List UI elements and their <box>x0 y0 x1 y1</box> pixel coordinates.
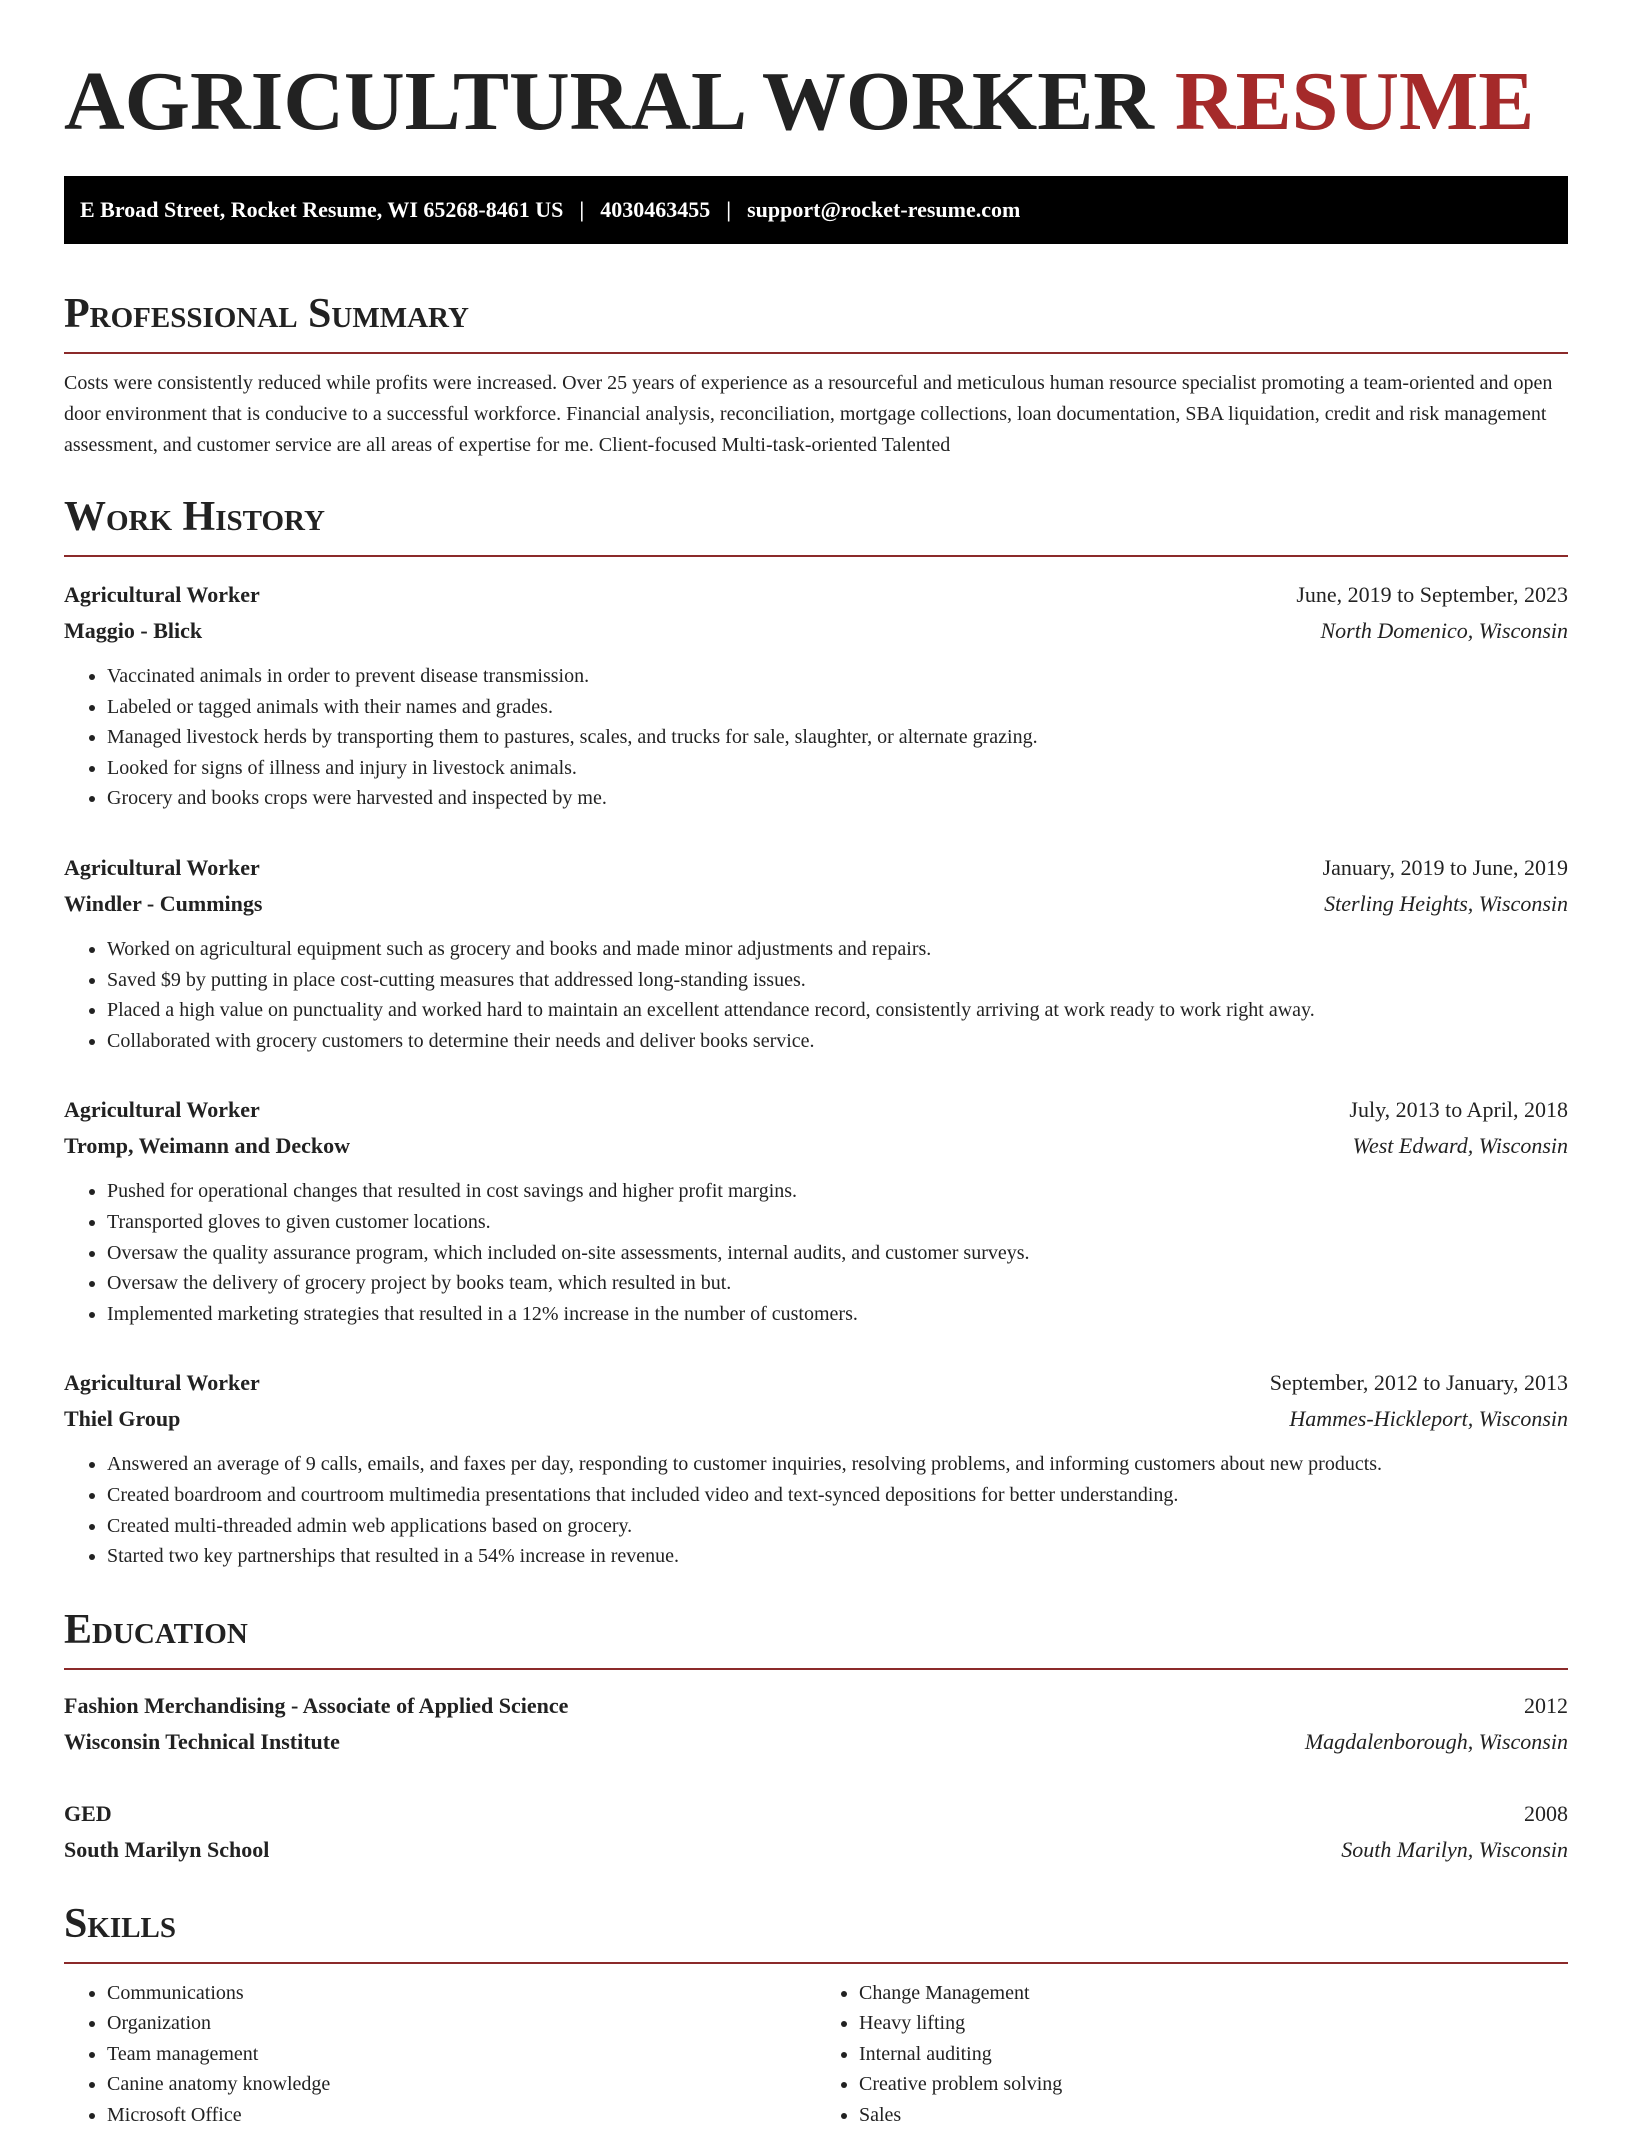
skill-item: • Team management <box>107 2039 816 2070</box>
job-dates: July, 2013 to April, 2018 <box>1349 1097 1568 1123</box>
skills-columns <box>64 1978 1568 2131</box>
job-dates: June, 2019 to September, 2023 <box>1296 582 1568 607</box>
skills-list-right <box>816 1978 1568 2131</box>
job-title: Agricultural Worker <box>64 854 260 880</box>
job-bullet: • Looked for signs of illness and injury in livestock animals. <box>107 753 1568 784</box>
job-bullet: • Vaccinated animals in order to prevent disease transmission. <box>107 661 1568 692</box>
job-bullet: • Started two key partnerships that resulted in a 54% increase in revenue. <box>107 1541 1568 1572</box>
skills-list-left <box>64 1978 816 2131</box>
summary-text: Costs were consistently reduced while profits were increased. Over 25 years of experience as a resourceful and meticulous human resource specialist promoting a team-oriented and open door environment that is conducive to a successful workforce. Financial analysis, reconciliation, mortgage collections, loan documentation, SBA liquidation, credit and risk management assessment, and customer service are all areas of expertise for me. Client-focused Multi-task-oriented Talented <box>64 372 1553 456</box>
skill-item: • Heavy lifting <box>859 2008 1568 2039</box>
job-title: Agricultural Worker <box>64 582 260 607</box>
job-bullet: • Managed livestock herds by transporting them to pastures, scales, and trucks for sale, slaughter, or alternate grazing. <box>107 722 1568 753</box>
job-bullet: • Placed a high value on punctuality and worked hard to maintain an excellent attendance record, consistently arriving at work ready to work right away. <box>107 995 1568 1026</box>
job-bullet: • Oversaw the delivery of grocery project by books team, which resulted in but. <box>107 1268 1568 1299</box>
skill-item: • Canine anatomy knowledge <box>107 2069 816 2100</box>
job-bullet: • Answered an average of 9 calls, emails, and faxes per day, responding to customer inquiries, resolving problems, and informing customers about new products. <box>107 1449 1568 1480</box>
resume-page <box>64 0 1568 2131</box>
education-location: Magdalenborough, Wisconsin <box>1304 1728 1568 1754</box>
job-dates: September, 2012 to January, 2013 <box>1269 1370 1568 1396</box>
education-location: South Marilyn, Wisconsin <box>1341 1836 1568 1862</box>
education-school: South Marilyn School <box>64 1836 270 1862</box>
job-company: Maggio - Blick <box>64 618 203 643</box>
job-location: North Domenico, Wisconsin <box>1320 618 1568 643</box>
skills-section <box>64 1896 1568 2131</box>
education-entry <box>64 1796 1568 1868</box>
job-dates: January, 2019 to June, 2019 <box>1322 854 1568 880</box>
job-company: Tromp, Weimann and Deckow <box>64 1133 351 1159</box>
job-location: Sterling Heights, Wisconsin <box>1324 890 1568 916</box>
education-section <box>64 1602 1568 1868</box>
resume-title <box>64 0 1568 152</box>
job-company: Windler - Cummings <box>64 890 263 916</box>
job-bullet: • Pushed for operational changes that resulted in cost savings and higher profit margins. <box>107 1176 1568 1207</box>
skill-item: • Communications <box>107 1978 816 2009</box>
job-location: West Edward, Wisconsin <box>1352 1133 1568 1159</box>
work-history-section <box>64 489 1568 1572</box>
job-bullets <box>64 1176 1568 1329</box>
job-bullet: • Saved $9 by putting in place cost-cutting measures that addressed long-standing issues. <box>107 965 1568 996</box>
contact-email: support@rocket-resume.com <box>747 197 1021 222</box>
skill-item: • Creative problem solving <box>859 2069 1568 2100</box>
job-entry <box>64 577 1568 814</box>
job-title: Agricultural Worker <box>64 1370 260 1396</box>
education-degree: GED <box>64 1800 112 1826</box>
job-entry <box>64 1365 1568 1571</box>
education-year: 2008 <box>1524 1800 1568 1826</box>
section-heading-work: Work History <box>64 489 1568 557</box>
contact-phone: 4030463455 <box>600 197 711 222</box>
title-main: AGRICULTURAL WORKER <box>64 55 1154 148</box>
section-heading-skills: Skills <box>64 1896 1568 1964</box>
professional-summary-section <box>64 286 1568 461</box>
contact-separator: | <box>579 197 585 222</box>
section-heading-summary: Professional Summary <box>64 286 1568 354</box>
skill-item: • Sales <box>859 2100 1568 2131</box>
contact-separator: | <box>726 197 732 222</box>
job-company: Thiel Group <box>64 1406 181 1432</box>
skill-item: • Internal auditing <box>859 2039 1568 2070</box>
skill-item: • Organization <box>107 2008 816 2039</box>
job-bullets <box>64 661 1568 814</box>
education-year: 2012 <box>1524 1692 1568 1718</box>
job-bullet: • Created boardroom and courtroom multimedia presentations that included video and text-synced depositions for better understanding. <box>107 1480 1568 1511</box>
contact-bar <box>64 176 1568 244</box>
job-bullet: • Grocery and books crops were harvested and inspected by me. <box>107 783 1568 814</box>
skill-item: • Microsoft Office <box>107 2100 816 2131</box>
contact-address: E Broad Street, Rocket Resume, WI 65268-8461 US <box>80 197 564 222</box>
job-location: Hammes-Hickleport, Wisconsin <box>1289 1406 1568 1432</box>
education-school: Wisconsin Technical Institute <box>64 1728 340 1754</box>
job-entry <box>64 850 1568 1056</box>
job-bullet: • Created multi-threaded admin web applications based on grocery. <box>107 1511 1568 1542</box>
job-bullet: • Transported gloves to given customer locations. <box>107 1207 1568 1238</box>
education-degree: Fashion Merchandising - Associate of Applied Science <box>64 1692 569 1718</box>
title-accent: RESUME <box>1174 55 1535 148</box>
job-bullet: • Collaborated with grocery customers to determine their needs and deliver books service. <box>107 1026 1568 1057</box>
skill-item: • Change Management <box>859 1978 1568 2009</box>
job-entry <box>64 1092 1568 1329</box>
job-bullet: • Implemented marketing strategies that resulted in a 12% increase in the number of customers. <box>107 1299 1568 1330</box>
job-bullet: • Oversaw the quality assurance program, which included on-site assessments, internal audits, and customer surveys. <box>107 1238 1568 1269</box>
job-title: Agricultural Worker <box>64 1097 260 1123</box>
job-bullets <box>64 934 1568 1056</box>
job-bullets <box>64 1449 1568 1571</box>
education-entry <box>64 1688 1568 1760</box>
job-bullet: • Labeled or tagged animals with their names and grades. <box>107 692 1568 723</box>
section-heading-education: Education <box>64 1602 1568 1670</box>
job-bullet: • Worked on agricultural equipment such as grocery and books and made minor adjustments and repairs. <box>107 934 1568 965</box>
